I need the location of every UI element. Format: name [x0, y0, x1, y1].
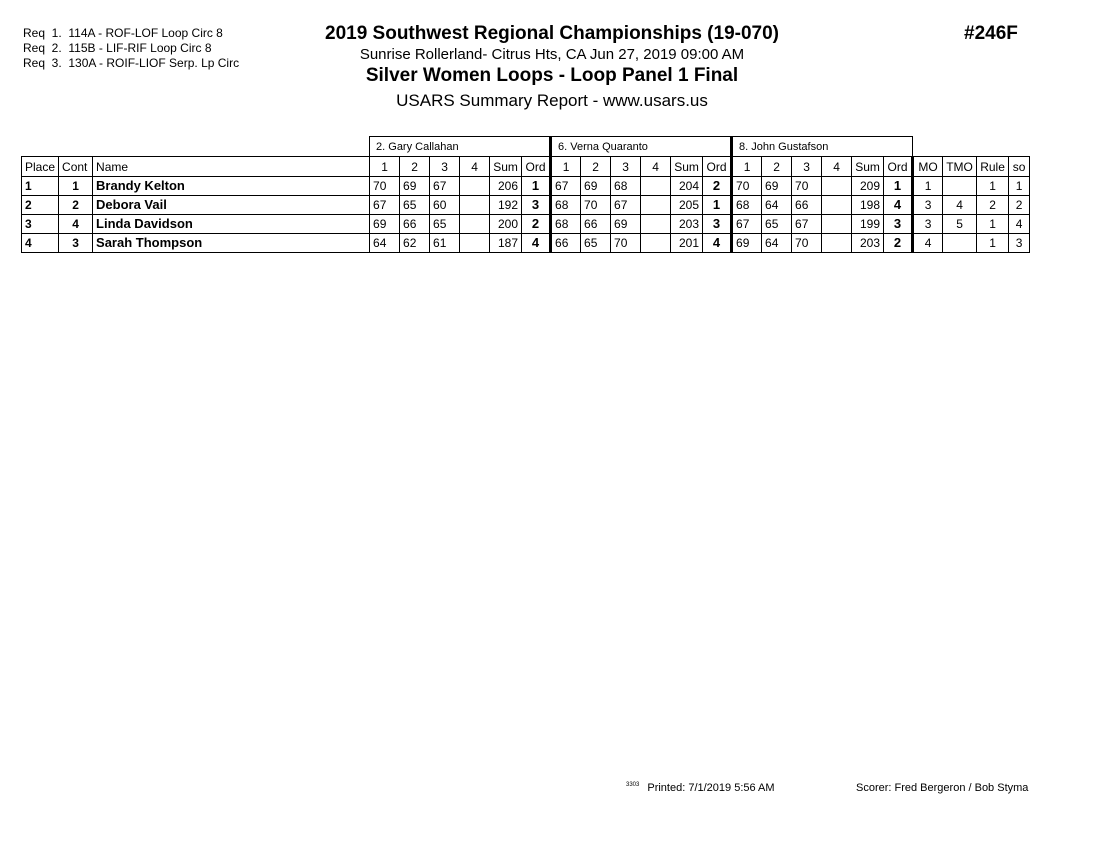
col-j3-ord: Ord: [884, 157, 913, 177]
score-2: 69: [400, 177, 430, 196]
scorer-credit: Scorer: Fred Bergeron / Bob Styma: [856, 782, 1029, 794]
score-2: 65: [400, 196, 430, 215]
score-4: [460, 196, 490, 215]
ordinal: 4: [703, 234, 732, 253]
judge-2-name: 6. Verna Quaranto: [551, 137, 732, 157]
report-header: [325, 22, 779, 113]
score-2: 65: [762, 215, 792, 234]
score-sum: 198: [852, 196, 884, 215]
col-j1-r3: 3: [430, 157, 460, 177]
col-j2-r4: 4: [641, 157, 671, 177]
ordinal: 3: [884, 215, 913, 234]
score-3: 67: [792, 215, 822, 234]
score-3: 60: [430, 196, 460, 215]
skater-name: Linda Davidson: [93, 215, 370, 234]
rule-cell: 1: [977, 177, 1009, 196]
col-j3-r3: 3: [792, 157, 822, 177]
score-4: [822, 215, 852, 234]
place-cell: 2: [22, 196, 59, 215]
score-4: [641, 234, 671, 253]
ordinal: 1: [884, 177, 913, 196]
score-4: [460, 234, 490, 253]
table-row: [22, 234, 1030, 253]
rule-cell: 2: [977, 196, 1009, 215]
score-4: [641, 196, 671, 215]
col-j2-sum: Sum: [671, 157, 703, 177]
score-3: 70: [611, 234, 641, 253]
score-4: [460, 177, 490, 196]
score-sum: 203: [852, 234, 884, 253]
col-j2-ord: Ord: [703, 157, 732, 177]
requirement-2: Req 2. 115B - LIF-RIF Loop Circ 8: [23, 41, 212, 55]
score-sum: 206: [490, 177, 522, 196]
so-cell: 2: [1009, 196, 1030, 215]
score-sum: 203: [671, 215, 703, 234]
table-row: [22, 177, 1030, 196]
tmo-cell: [943, 234, 977, 253]
score-3: 70: [792, 234, 822, 253]
ordinal: 2: [884, 234, 913, 253]
col-j2-r1: 1: [551, 157, 581, 177]
score-sum: 204: [671, 177, 703, 196]
col-j3-r1: 1: [732, 157, 762, 177]
score-3: 67: [611, 196, 641, 215]
score-1: 69: [370, 215, 400, 234]
mo-cell: 3: [913, 215, 943, 234]
judge-header-row: [22, 137, 1030, 157]
col-name: Name: [93, 157, 370, 177]
col-j2-r2: 2: [581, 157, 611, 177]
cont-cell: 2: [59, 196, 93, 215]
score-4: [641, 177, 671, 196]
score-2: 64: [762, 234, 792, 253]
ordinal: 3: [522, 196, 551, 215]
col-j3-r2: 2: [762, 157, 792, 177]
score-2: 66: [581, 215, 611, 234]
col-j3-r4: 4: [822, 157, 852, 177]
score-1: 70: [370, 177, 400, 196]
score-1: 70: [732, 177, 762, 196]
requirement-1: Req 1. 114A - ROF-LOF Loop Circ 8: [23, 26, 223, 40]
col-j1-ord: Ord: [522, 157, 551, 177]
score-1: 66: [551, 234, 581, 253]
score-3: 65: [430, 215, 460, 234]
place-cell: 1: [22, 177, 59, 196]
col-cont: Cont: [59, 157, 93, 177]
so-cell: 1: [1009, 177, 1030, 196]
score-1: 64: [370, 234, 400, 253]
score-sum: 209: [852, 177, 884, 196]
col-rule: Rule: [977, 157, 1009, 177]
ordinal: 2: [522, 215, 551, 234]
table-row: [22, 196, 1030, 215]
so-cell: 3: [1009, 234, 1030, 253]
panel-title: Silver Women Loops - Loop Panel 1 Final: [365, 65, 739, 86]
score-2: 64: [762, 196, 792, 215]
ordinal: 4: [884, 196, 913, 215]
score-4: [460, 215, 490, 234]
cont-cell: 3: [59, 234, 93, 253]
judge-3-name: 8. John Gustafson: [732, 137, 913, 157]
skater-name: Sarah Thompson: [93, 234, 370, 253]
score-2: 69: [762, 177, 792, 196]
score-2: 65: [581, 234, 611, 253]
col-so: so: [1009, 157, 1030, 177]
ordinal: 3: [703, 215, 732, 234]
score-3: 67: [430, 177, 460, 196]
ordinal: 1: [522, 177, 551, 196]
printed-timestamp: [626, 782, 775, 794]
score-2: 66: [400, 215, 430, 234]
place-cell: 4: [22, 234, 59, 253]
requirement-3: Req 3. 130A - ROIF-LIOF Serp. Lp Circ: [23, 56, 240, 70]
printed-text: Printed: 7/1/2019 5:56 AM: [647, 782, 775, 794]
mo-cell: 3: [913, 196, 943, 215]
score-3: 61: [430, 234, 460, 253]
event-number: #246F: [964, 23, 1018, 44]
col-mo: MO: [913, 157, 943, 177]
ordinal: 4: [522, 234, 551, 253]
col-j1-r4: 4: [460, 157, 490, 177]
score-3: 69: [611, 215, 641, 234]
score-sum: 187: [490, 234, 522, 253]
table-row: [22, 215, 1030, 234]
skater-name: Debora Vail: [93, 196, 370, 215]
results-table: [21, 136, 1030, 253]
location-line: Sunrise Rollerland- Citrus Hts, CA Jun 27, 2019 09:00 AM: [359, 46, 745, 63]
cont-cell: 1: [59, 177, 93, 196]
tmo-cell: 4: [943, 196, 977, 215]
score-4: [822, 196, 852, 215]
report-code: 3303: [626, 782, 640, 788]
score-sum: 192: [490, 196, 522, 215]
score-4: [822, 234, 852, 253]
ordinal: 2: [703, 177, 732, 196]
score-3: 66: [792, 196, 822, 215]
judge-1-name: 2. Gary Callahan: [370, 137, 551, 157]
score-1: 68: [551, 196, 581, 215]
score-1: 68: [732, 196, 762, 215]
col-place: Place: [22, 157, 59, 177]
score-3: 68: [611, 177, 641, 196]
score-2: 70: [581, 196, 611, 215]
score-3: 70: [792, 177, 822, 196]
score-4: [641, 215, 671, 234]
score-1: 69: [732, 234, 762, 253]
column-header-row: [22, 157, 1030, 177]
score-sum: 199: [852, 215, 884, 234]
skater-name: Brandy Kelton: [93, 177, 370, 196]
score-1: 68: [551, 215, 581, 234]
tmo-cell: 5: [943, 215, 977, 234]
place-cell: 3: [22, 215, 59, 234]
score-1: 67: [370, 196, 400, 215]
score-2: 69: [581, 177, 611, 196]
tmo-cell: [943, 177, 977, 196]
score-4: [822, 177, 852, 196]
rule-cell: 1: [977, 234, 1009, 253]
event-title: 2019 Southwest Regional Championships (19-070): [325, 23, 779, 44]
rule-cell: 1: [977, 215, 1009, 234]
score-sum: 205: [671, 196, 703, 215]
col-j1-r2: 2: [400, 157, 430, 177]
requirements-list: [23, 26, 239, 71]
col-j2-r3: 3: [611, 157, 641, 177]
col-j3-sum: Sum: [852, 157, 884, 177]
mo-cell: 1: [913, 177, 943, 196]
ordinal: 1: [703, 196, 732, 215]
score-2: 62: [400, 234, 430, 253]
col-j1-sum: Sum: [490, 157, 522, 177]
score-1: 67: [551, 177, 581, 196]
so-cell: 4: [1009, 215, 1030, 234]
mo-cell: 4: [913, 234, 943, 253]
score-1: 67: [732, 215, 762, 234]
cont-cell: 4: [59, 215, 93, 234]
col-j1-r1: 1: [370, 157, 400, 177]
score-sum: 201: [671, 234, 703, 253]
report-title: USARS Summary Report - www.usars.us: [396, 91, 708, 110]
col-tmo: TMO: [943, 157, 977, 177]
score-sum: 200: [490, 215, 522, 234]
